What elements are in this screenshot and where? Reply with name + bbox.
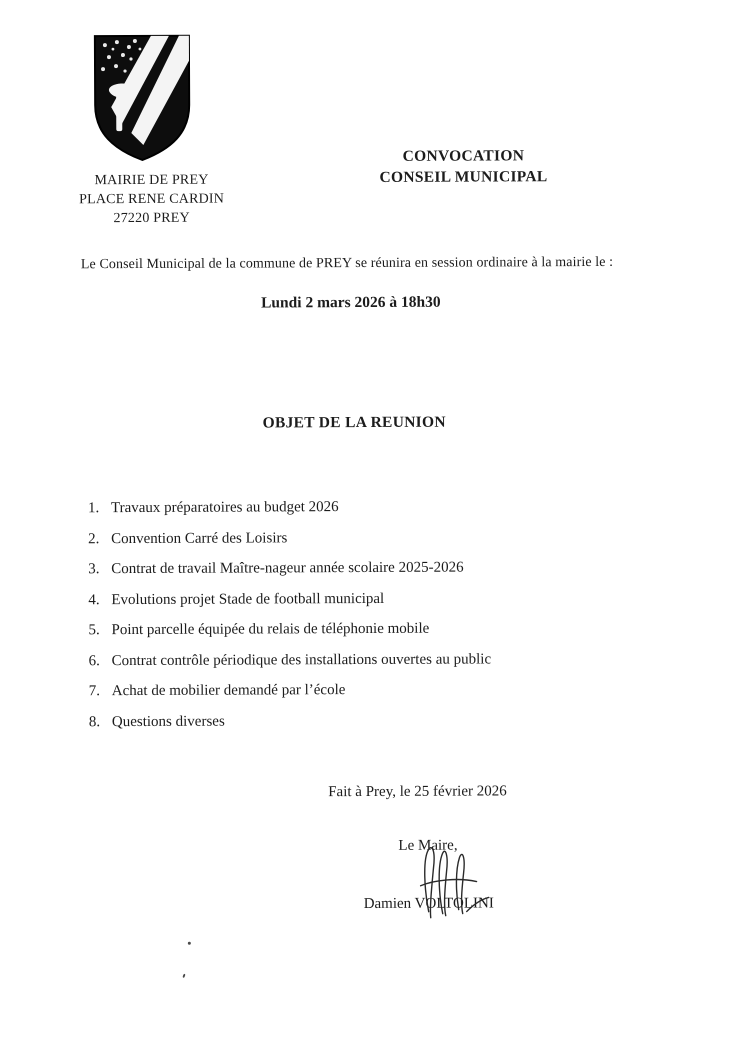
agenda-item-text: Evolutions projet Stade de football municipal — [111, 590, 385, 608]
agenda-item-number: 5. — [88, 622, 100, 639]
scan-speck — [188, 942, 191, 945]
agenda-item-number: 7. — [88, 683, 101, 700]
document-title — [318, 145, 608, 188]
agenda-item — [89, 649, 669, 670]
section-title: OBJET DE LA REUNION — [262, 413, 446, 432]
scan-speck — [182, 974, 185, 978]
agenda-item — [88, 527, 668, 548]
meeting-datetime: Lundi 2 mars 2026 à 18h30 — [261, 293, 441, 312]
intro-paragraph: Le Conseil Municipal de la commune de PREY se réunira en session ordinaire à la mairie le : — [80, 254, 614, 273]
sender-street: PLACE RENE CARDIN — [79, 191, 225, 208]
agenda-item-text: Contrat de travail Maître-nageur année scolaire 2025-2026 — [111, 559, 464, 578]
title-line-2: CONSEIL MUNICIPAL — [379, 168, 548, 186]
agenda-item — [88, 558, 668, 579]
agenda-item-number: 1. — [87, 500, 100, 517]
agenda-list — [88, 497, 669, 731]
agenda-item-number: 4. — [88, 591, 100, 608]
signature — [414, 841, 494, 927]
agenda-item-number: 3. — [88, 561, 100, 578]
agenda-item — [89, 680, 669, 701]
agenda-item-text: Point parcelle équipée du relais de téléphonie mobile — [111, 620, 430, 639]
signatory-title: Le Maire, — [398, 837, 458, 854]
agenda-item-text: Achat de mobilier demandé par l’école — [111, 682, 346, 700]
title-line-1: CONVOCATION — [402, 147, 525, 165]
agenda-item-number: 2. — [88, 530, 100, 547]
sender-city: 27220 PREY — [113, 210, 190, 227]
agenda-item — [89, 710, 669, 731]
place-and-date: Fait à Prey, le 25 février 2026 — [328, 783, 507, 801]
sender-address — [46, 170, 256, 228]
sender-name: MAIRIE DE PREY — [94, 172, 209, 189]
agenda-item-text: Questions diverses — [111, 713, 225, 730]
agenda-item-number: 8. — [88, 713, 101, 730]
agenda-item — [88, 619, 668, 640]
agenda-item-text: Convention Carré des Loisirs — [111, 529, 288, 547]
agenda-item-text: Travaux préparatoires au budget 2026 — [110, 499, 339, 517]
agenda-item-text: Contrat contrôle périodique des installations ouvertes au public — [111, 650, 492, 669]
agenda-item — [88, 588, 668, 609]
agenda-item-number: 6. — [88, 652, 100, 669]
coat-of-arms-icon — [91, 33, 194, 163]
signatory-name: Damien VOLTOLINI — [363, 895, 494, 913]
agenda-item — [88, 497, 668, 518]
